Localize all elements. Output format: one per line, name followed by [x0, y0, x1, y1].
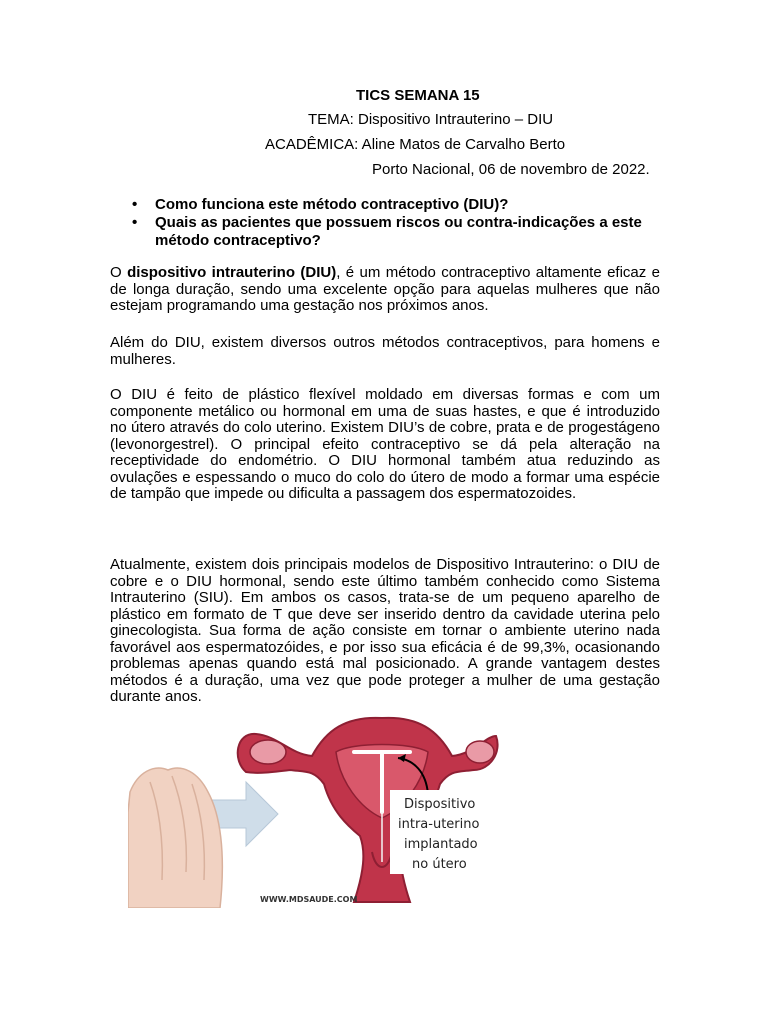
paragraph-other-methods: Além do DIU, existem diversos outros métodos contraceptivos, para homens e mulheres. [110, 334, 660, 368]
paragraph-definition [110, 265, 660, 315]
figure-label-line: Dispositivo [404, 797, 476, 812]
figure-label-line: no útero [412, 857, 467, 872]
paragraph-mechanism: O DIU é feito de plástico flexível moldado em diversas formas e com um componente metálico ou hormonal em uma de suas hastes, e que é introduzido no útero através do colo uterino. Existem DIU’s de cobre, prata e de progestágeno (levonorgestrel). O principal efeito contraceptivo se dá pela alteração na receptividade do endométrio. O DIU hormonal também atua reduzindo as ovulações e espessando o muco do colo do útero de modo a formar uma espécie de tampão que impede ou dificulta a passagem dos espermatozoides. [110, 386, 660, 502]
uterus-iud-image [128, 712, 504, 908]
document-title: TICS SEMANA 15 [356, 87, 480, 104]
list-item [110, 214, 660, 250]
figure-label-line: implantado [404, 837, 478, 852]
document-student: ACADÊMICA: Aline Matos de Carvalho Berto [265, 136, 566, 153]
iud-illustration [128, 712, 504, 908]
question-text: Quais as pacientes que possuem riscos ou contra-indicações a este método contraceptivo? [155, 214, 642, 249]
bold-term: dispositivo intrauterino (DIU) [127, 264, 337, 281]
paragraph-models: Atualmente, existem dois principais modelos de Dispositivo Intrauterino: o DIU de cobre e o DIU hormonal, sendo este último também conhecido como Sistema Intrauterino (SIU). Em ambos os casos, trata-se de um pequeno aparelho de plástico em formato de T que deve ser inserido dentro da cavidade uterina pelo ginecologista. Sua forma de ação consiste em tornar o ambiente uterino nada favorável aos espermatozóides, e por isso sua eficácia é de 99,3%, ocasionando problemas apenas quando está mal posicionado. A grande vantagem destes métodos é a duração, uma vez que pode proteger a mulher de uma gestação durante anos. [110, 556, 660, 705]
bullet-icon: • [132, 214, 138, 231]
paragraph-rest: , é um método contraceptivo altamente eficaz e de longa duração, sendo uma excelente opção para aquelas mulheres que não estejam programando uma gestação nos próximos anos. [110, 264, 661, 314]
document-theme: TEMA: Dispositivo Intrauterino – DIU [308, 111, 554, 128]
question-list [110, 196, 660, 250]
list-item [110, 196, 660, 214]
document-place-date: Porto Nacional, 06 de novembro de 2022. [372, 161, 650, 178]
figure-label-line: intra-uterino [398, 817, 480, 832]
figure-watermark: WWW.MDSAUDE.COM [260, 895, 358, 904]
question-text: Como funciona este método contraceptivo (DIU)? [155, 196, 509, 213]
bullet-icon: • [132, 196, 138, 213]
paragraph-prefix: O [110, 264, 128, 281]
